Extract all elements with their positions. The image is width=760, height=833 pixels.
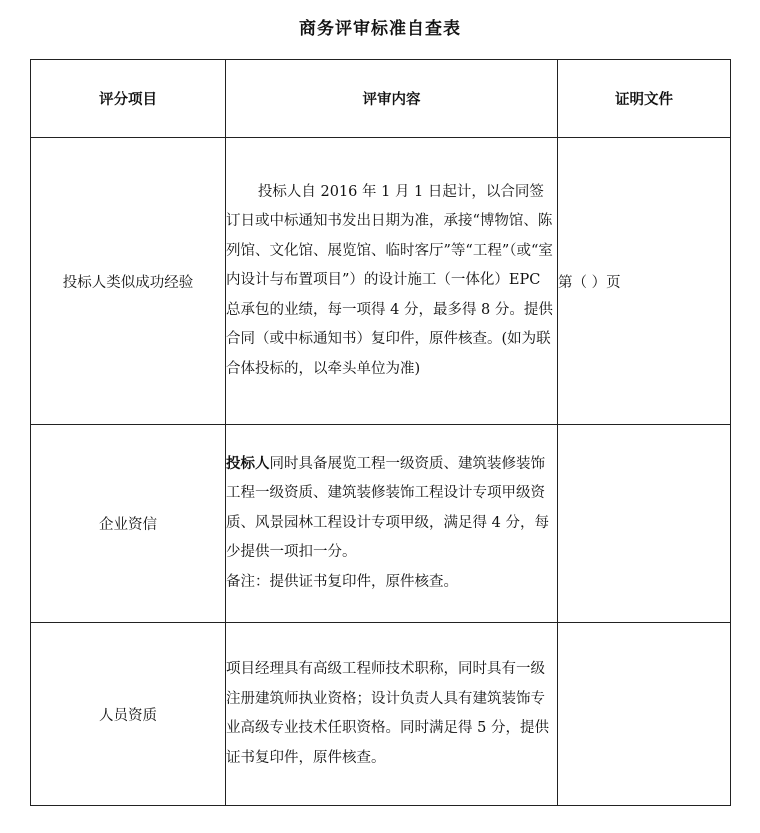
table-row (31, 623, 731, 806)
header-item: 评分项目 (31, 60, 226, 138)
content-text: 项目经理具有高级工程师技术职称，同时具有一级注册建筑师执业资格；设计负责人具有建筑装饰专业高级专业技术任职资格。同时满足得 5 分，提供证书复印件，原件核查。 (226, 661, 549, 766)
header-proof: 证明文件 (558, 60, 731, 138)
table-row (31, 138, 731, 425)
header-content: 评审内容 (226, 60, 558, 138)
row-item: 企业资信 (31, 425, 226, 623)
table-header-row (31, 60, 731, 138)
row-item: 人员资质 (31, 623, 226, 806)
table-row (31, 425, 731, 623)
row-proof (558, 623, 731, 806)
row-proof: 第（ ）页 (558, 138, 731, 425)
content-paragraph (226, 450, 557, 568)
page-title: 商务评审标准自查表 (299, 19, 461, 39)
row-content (226, 138, 558, 425)
content-note: 备注：提供证书复印件，原件核查。 (226, 573, 458, 590)
content-text: 同时具备展览工程一级资质、建筑装修装饰工程一级资质、建筑装修装饰工程设计专项甲级资质、风景园林工程设计专项甲级，满足得 4 分，每少提供一项扣一分。 (226, 455, 549, 561)
row-item: 投标人类似成功经验 (31, 138, 226, 425)
row-content (226, 425, 558, 623)
content-text: 投标人自 2016 年 1 月 1 日起计，以合同签订日或中标通知书发出日期为准，承接“博物馆、陈列馆、文化馆、展览馆、临时客厅”等“工程”（或“室内设计与布置项目”）的设计施工（一体化）EPC 总承包的业绩，每一项得 4 分，最多得 8 分。提供合同（或中标通知书）复印件，原件核查。(如为联合体投标的，以牵头单位为准) (226, 183, 553, 377)
row-content (226, 623, 558, 806)
row-proof (558, 425, 731, 623)
evaluation-table (30, 59, 731, 806)
content-bold-text: 投标人 (226, 455, 270, 472)
